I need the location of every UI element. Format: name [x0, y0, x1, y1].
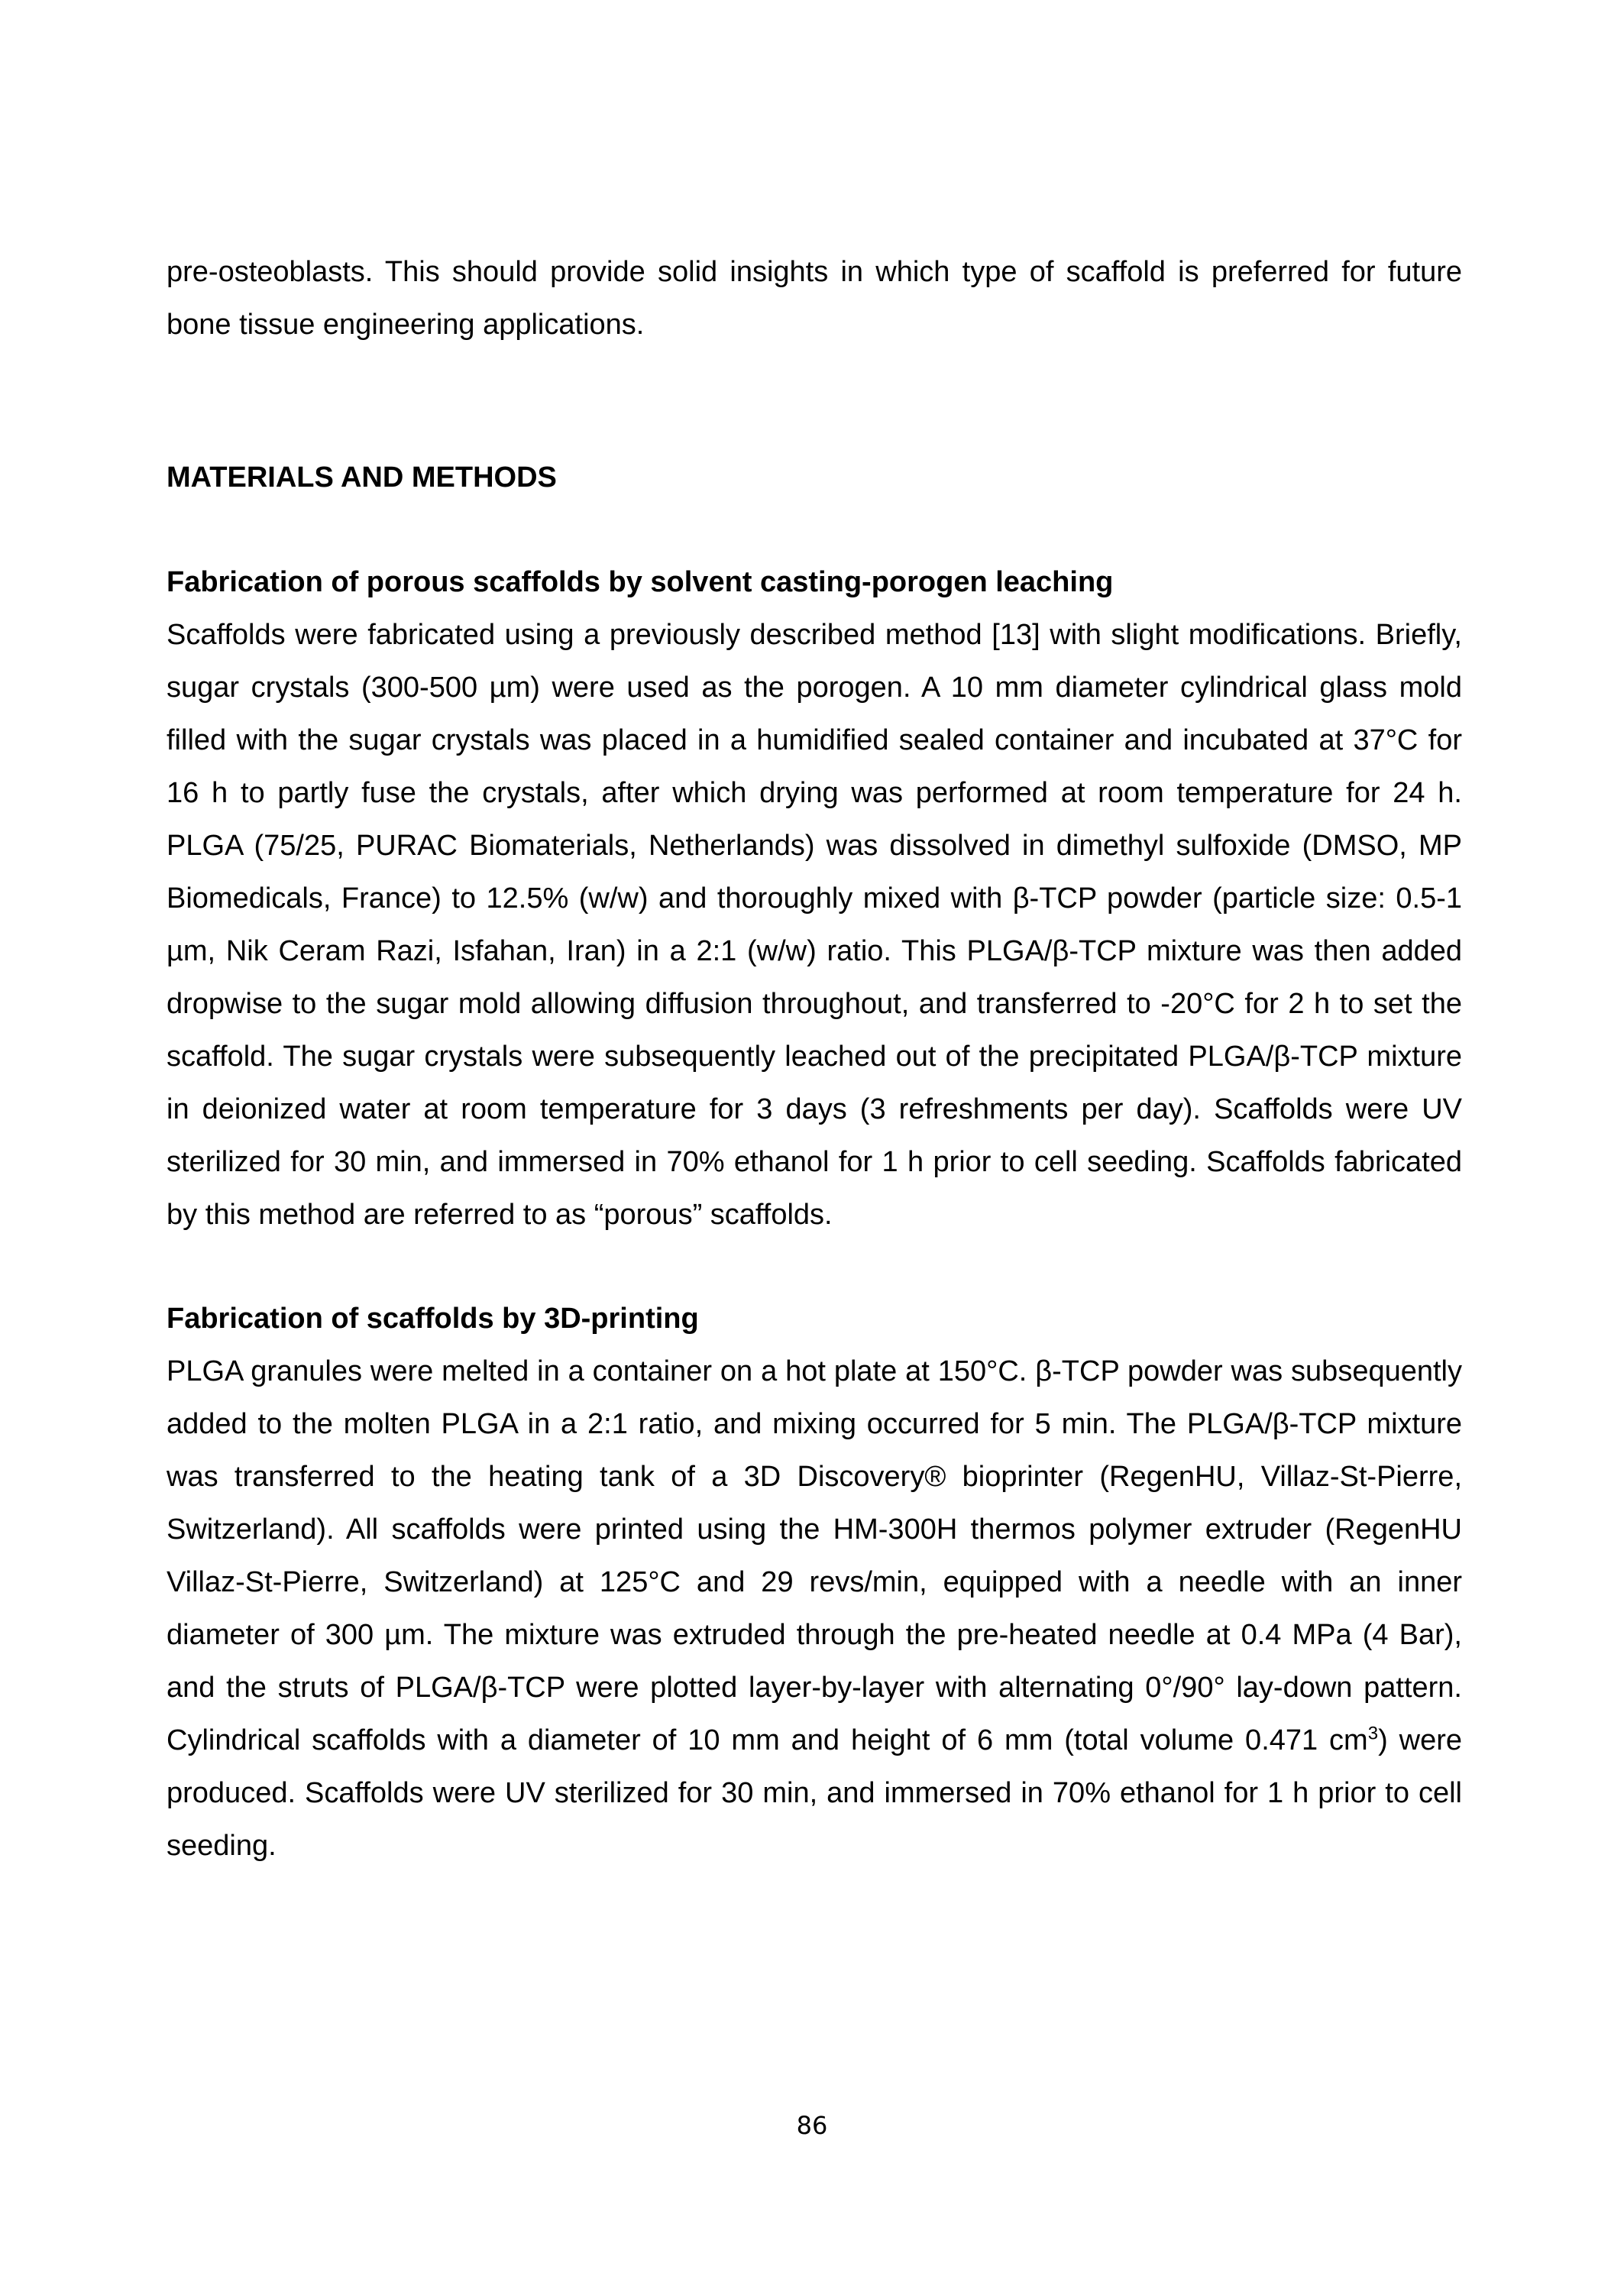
page-content: [167, 246, 1462, 1924]
subsection-heading-3d-printing: Fabrication of scaffolds by 3D-printing: [167, 1303, 699, 1335]
subsection-body-porous: Scaffolds were fabricated using a previously described method [13] with slight modifications. Briefly, sugar crystals (300-500 µm) were used as the porogen. A 10 mm diameter cylindrical glass mold filled with the sugar crystals was placed in a humidified sealed container and incubated at 37°C for 16 h to partly fuse the crystals, after which drying was performed at room temperature for 24 h. PLGA (75/25, PURAC Biomaterials, Netherlands) was dissolved in dimethyl sulfoxide (DMSO, MP Biomedicals, France) to 12.5% (w/w) and thoroughly mixed with β-TCP powder (particle size: 0.5-1 µm, Nik Ceram Razi, Isfahan, Iran) in a 2:1 (w/w) ratio. This PLGA/β-TCP mixture was then added dropwise to the sugar mold allowing diffusion throughout, and transferred to -20°C for 2 h to set the scaffold. The sugar crystals were subsequently leached out of the precipitated PLGA/β-TCP mixture in deionized water at room temperature for 3 days (3 refreshments per day). Scaffolds were UV sterilized for 30 min, and immersed in 70% ethanol for 1 h prior to cell seeding. Scaffolds fabricated by this method are referred to as “porous” scaffolds.: [167, 619, 1462, 1231]
page-number: 86: [796, 2111, 828, 2140]
body-text-part-2: ) were produced. Scaffolds were UV sterilized for 30 min, and immersed in 70% ethanol for 1 h prior to cell seeding.: [167, 1724, 1463, 1862]
subsection-porous-scaffolds: [167, 556, 1462, 1242]
subsection-3d-printing: [167, 1293, 1462, 1873]
subsection-body-3d-printing: [167, 1345, 1462, 1873]
subsection-heading-porous: Fabrication of porous scaffolds by solvent casting-porogen leaching: [167, 566, 1114, 598]
body-text-part-1: PLGA granules were melted in a container on a hot plate at 150°C. β-TCP powder was subsequently added to the molten PLGA in a 2:1 ratio, and mixing occurred for 5 min. The PLGA/β-TCP mixture was transferred to the heating tank of a 3D Discovery® bioprinter (RegenHU, Villaz-St-Pierre, Switzerland). All scaffolds were printed using the HM-300H thermos polymer extruder (RegenHU Villaz-St-Pierre, Switzerland) at 125°C and 29 revs/min, equipped with a needle with an inner diameter of 300 µm. The mixture was extruded through the pre-heated needle at 0.4 MPa (4 Bar), and the struts of PLGA/β-TCP were plotted layer-by-layer with alternating 0°/90° lay-down pattern. Cylindrical scaffolds with a diameter of 10 mm and height of 6 mm (total volume 0.471 cm: [167, 1355, 1462, 1756]
intro-paragraph-tail: pre-osteoblasts. This should provide solid insights in which type of scaffold is preferred for future bone tissue engineering applications.: [167, 256, 1462, 341]
section-heading-materials-methods: MATERIALS AND METHODS: [167, 461, 557, 494]
superscript-exponent: 3: [1367, 1723, 1379, 1744]
